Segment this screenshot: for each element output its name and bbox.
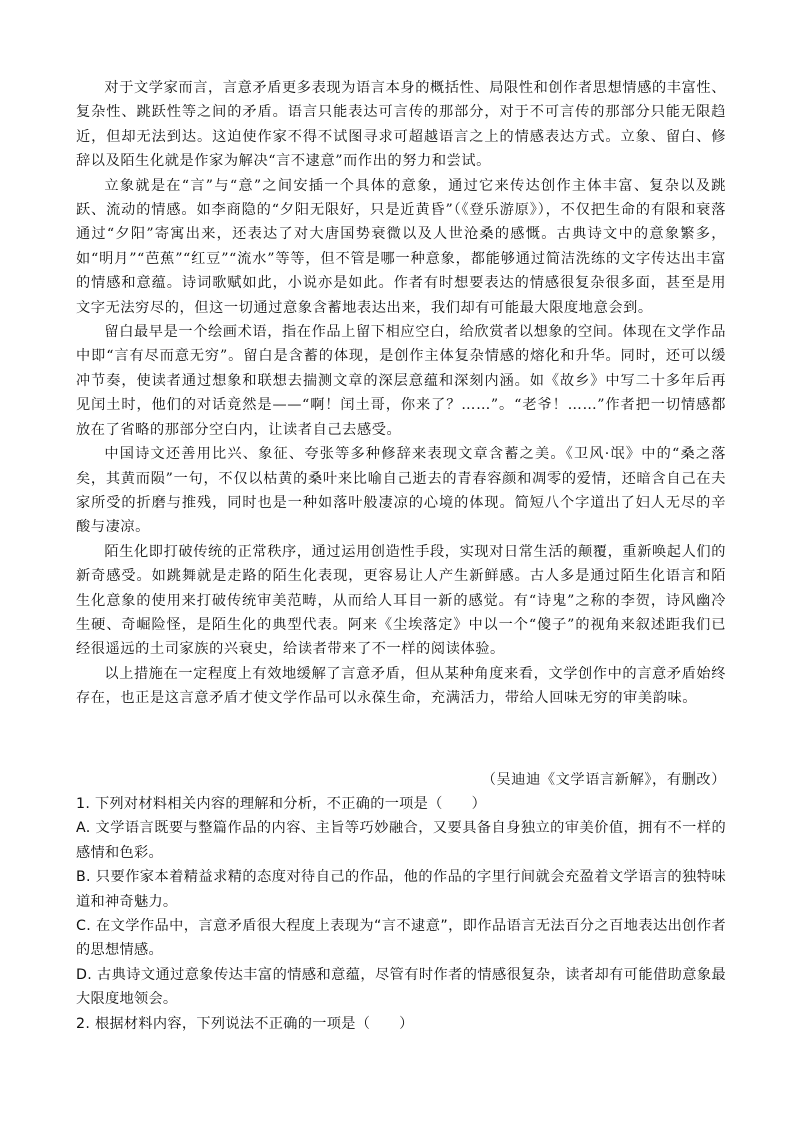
essay-paragraph: 留白最早是一个绘画术语，指在作品上留下相应空白，给欣赏者以想象的空间。体现在文学作品中即“言有尽而意无穷”。留白是含蓄的体现，是创作主体复杂情感的熔化和升华。同时，还可以缓冲节奏，使读者通过想象和联想去揣测文章的深层意蕴和深刻内涵。如《故乡》中写二十多年后再见闰土时，他们的对话竟然是——“啊！闰土哥，你来了？……”。“老爷！……”作者把一切情感都放在了省略的那部分空白内，让读者自己去感受。: [76, 324, 726, 438]
question-2-stem: 2. 根据材料内容，下列说法不正确的一项是（ ）: [76, 1015, 414, 1032]
essay-paragraph: 对于文学家而言，言意矛盾更多表现为语言本身的概括性、局限性和创作者思想情感的丰富性、复杂性、跳跃性等之间的矛盾。语言只能表达可言传的那部分，对于不可言传的那部分只能无限趋近，但却无法到达。这迫使作家不得不试图寻求可超越语言之上的情感表达方式。立象、留白、修辞以及陌生化就是作家为解决“言不逮意”而作出的努力和尝试。: [76, 80, 726, 170]
essay-paragraph: 立象就是在“言”与“意”之间安插一个具体的意象，通过它来传达创作主体丰富、复杂以及跳跃、流动的情感。如李商隐的“夕阳无限好，只是近黄昏”（《登乐游原》），不仅把生命的有限和衰落通过“夕阳”寄寓出来，还表达了对大唐国势衰微以及人世沧桑的感慨。古典诗文中的意象繁多，如“明月”“芭蕉”“红豆”“流水”等等，但不管是哪一种意象，都能够通过简洁洗练的文字传达出丰富的情感和意蕴。诗词歌赋如此，小说亦是如此。作者有时想要表达的情感很复杂很多面，甚至是用文字无法穷尽的，但这一切通过意象含蓄地表达出来，我们却有可能最大限度地意会到。: [76, 177, 726, 316]
question-1-option-d: D. 古典诗文通过意象传达丰富的情感和意蕴，尽管有时作者的情感很复杂，读者却有可能借助意象最大限度地领会。: [76, 966, 726, 1008]
question-1-option-c: C. 在文学作品中，言意矛盾很大程度上表现为“言不逮意”，即作品语言无法百分之百地表达出创作者的思想情感。: [76, 918, 726, 959]
essay-body: [76, 76, 726, 711]
question-1-option-a: A. 文学语言既要与整篇作品的内容、主旨等巧妙融合，又要具备自身独立的审美价值，拥有不一样的感情和色彩。: [76, 820, 726, 861]
question-1-stem: 1. 下列对材料相关内容的理解和分析，不正确的一项是（ ）: [76, 796, 487, 812]
question-section: [76, 792, 726, 1036]
essay-paragraph: 中国诗文还善用比兴、象征、夸张等多种修辞来表现文章含蓄之美。《卫风·氓》中的“桑之落矣，其黄而陨”一句，不仅以枯黄的桑叶来比喻自己逝去的青春容颜和凋零的爱情，还暗含自己在夫家所受的折磨与推残，同时也是一种如落叶般凄凉的心境的体现。简短八个字道出了妇人无尽的辛酸与凄凉。: [76, 446, 726, 536]
question-1-option-b: B. 只要作家本着精益求精的态度对待自己的作品，他的作品的字里行间就会充盈着文学语言的独特味道和神奇魅力。: [76, 869, 726, 910]
essay-paragraph: 陌生化即打破传统的正常秩序，通过运用创造性手段，实现对日常生活的颠覆，重新唤起人们的新奇感受。如跳舞就是走路的陌生化表现，更容易让人产生新鲜感。古人多是通过陌生化语言和陌生化意象的使用来打破传统审美范畴，从而给人耳目一新的感觉。有“诗鬼”之称的李贺，诗风幽冷生硬、奇崛险怪，是陌生化的典型代表。阿来《尘埃落定》中以一个“傻子”的视角来叙述距我们已经很遥远的土司家族的兴衰史，给读者带来了不一样的阅读体验。: [76, 543, 726, 658]
essay-paragraph: 以上措施在一定程度上有效地缓解了言意矛盾，但从某种角度来看，文学创作中的言意矛盾始终存在，也正是这言意矛盾才使文学作品可以永葆生命，充满活力，带给人回味无穷的审美韵味。: [76, 665, 726, 707]
source-citation: （吴迪迪《文学语言新解》，有删改）: [481, 772, 726, 788]
